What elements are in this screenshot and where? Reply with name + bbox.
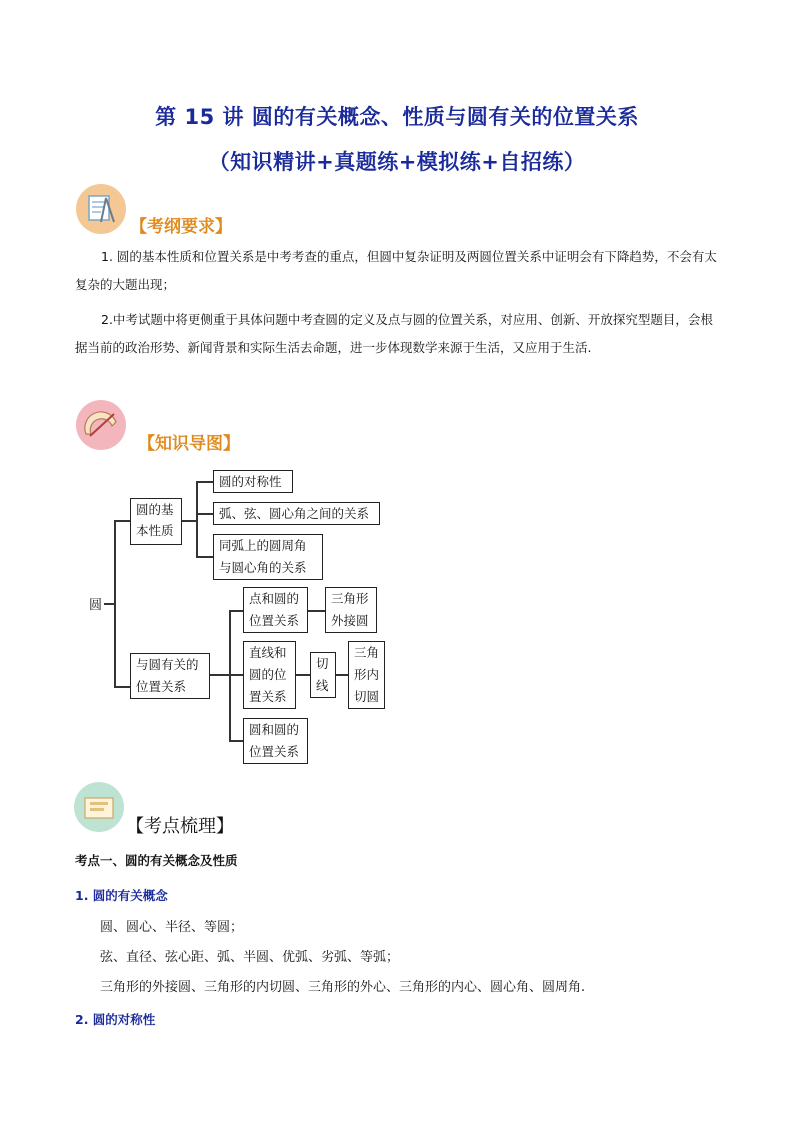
connector	[308, 610, 325, 612]
label: 切	[316, 656, 329, 671]
page-subtitle: （知识精讲+真题练+模拟练+自招练）	[208, 150, 586, 174]
outline-item-1: 1. 圆的基本性质和位置关系是中考考查的重点，但圆中复杂证明及两圆位置关系中证明会有下降趋势，不会有太复杂的大题出现；	[75, 249, 717, 292]
folder-icon	[74, 782, 124, 832]
mindmap-heading: 【知识导图】	[138, 434, 240, 454]
label: 圆和圆的	[249, 722, 300, 737]
connector	[196, 481, 213, 483]
label: 形内	[354, 667, 380, 682]
label: 点和圆的	[249, 591, 300, 606]
connector	[336, 674, 348, 676]
connector	[196, 556, 213, 558]
connector	[210, 674, 230, 676]
connector	[196, 481, 198, 557]
label: 直线和	[249, 645, 287, 660]
label: 与圆心角的关系	[219, 560, 307, 575]
branch-basic-properties	[130, 498, 182, 545]
label: 同弧上的圆周角	[219, 538, 307, 553]
node-arc-chord-angle: 弧、弦、圆心角之间的关系	[213, 502, 380, 525]
connector	[196, 513, 213, 515]
connector	[229, 610, 243, 612]
label: 三角	[354, 645, 380, 660]
node-tangent	[310, 652, 336, 698]
node-inscribed-angle	[213, 534, 323, 580]
sub1-title: 1. 圆的有关概念	[75, 888, 168, 903]
label: 线	[316, 678, 329, 693]
label: 置关系	[249, 689, 287, 704]
node-incircle	[348, 641, 385, 709]
label: 三角形	[331, 591, 369, 606]
concept-line-3: 三角形的外接圆、三角形的内切圆、三角形的外心、三角形的内心、圆心角、圆周角.	[100, 980, 586, 995]
connector	[114, 520, 116, 687]
node-circumcircle	[325, 587, 377, 633]
connector	[296, 674, 310, 676]
label: 切圆	[354, 689, 380, 704]
connector	[182, 520, 197, 522]
label: 位置关系	[136, 679, 187, 694]
point1-title: 考点一、圆的有关概念及性质	[75, 853, 238, 868]
notebook-compass-icon	[76, 184, 126, 234]
page-title: 第 15 讲 圆的有关概念、性质与圆有关的位置关系	[155, 105, 639, 129]
node-line-circle	[243, 641, 296, 709]
label: 位置关系	[249, 613, 300, 628]
outline-item-2: 2.中考试题中将更侧重于具体问题中考查圆的定义及点与圆的位置关系，对应用、创新、开放探究型题目，会根据当前的政治形势、新闻背景和实际生活去命题，进一步体现数学来源于生活，又应用于生活.	[75, 312, 713, 355]
sub2-title: 2. 圆的对称性	[75, 1012, 156, 1027]
connector	[229, 610, 231, 741]
connector	[229, 674, 243, 676]
points-heading: 【考点梳理】	[126, 816, 234, 837]
connector	[229, 740, 243, 742]
label: 位置关系	[249, 744, 300, 759]
protractor-icon	[76, 400, 126, 450]
label: 本性质	[136, 523, 174, 538]
label: 圆的位	[249, 667, 287, 682]
concept-line-2: 弦、直径、弦心距、弧、半圆、优弧、劣弧、等弧；	[100, 950, 400, 965]
node-symmetry: 圆的对称性	[213, 470, 293, 493]
branch-position-relations	[130, 653, 210, 699]
concept-line-1: 圆、圆心、半径、等圆；	[100, 920, 244, 935]
mindmap-root: 圆	[89, 598, 103, 613]
node-circle-circle	[243, 718, 308, 764]
node-point-circle	[243, 587, 308, 633]
connector	[114, 686, 130, 688]
label: 外接圆	[331, 613, 369, 628]
outline-heading: 【考纲要求】	[130, 217, 232, 237]
label: 圆的基	[136, 502, 174, 517]
connector	[114, 520, 130, 522]
label: 与圆有关的	[136, 657, 199, 672]
